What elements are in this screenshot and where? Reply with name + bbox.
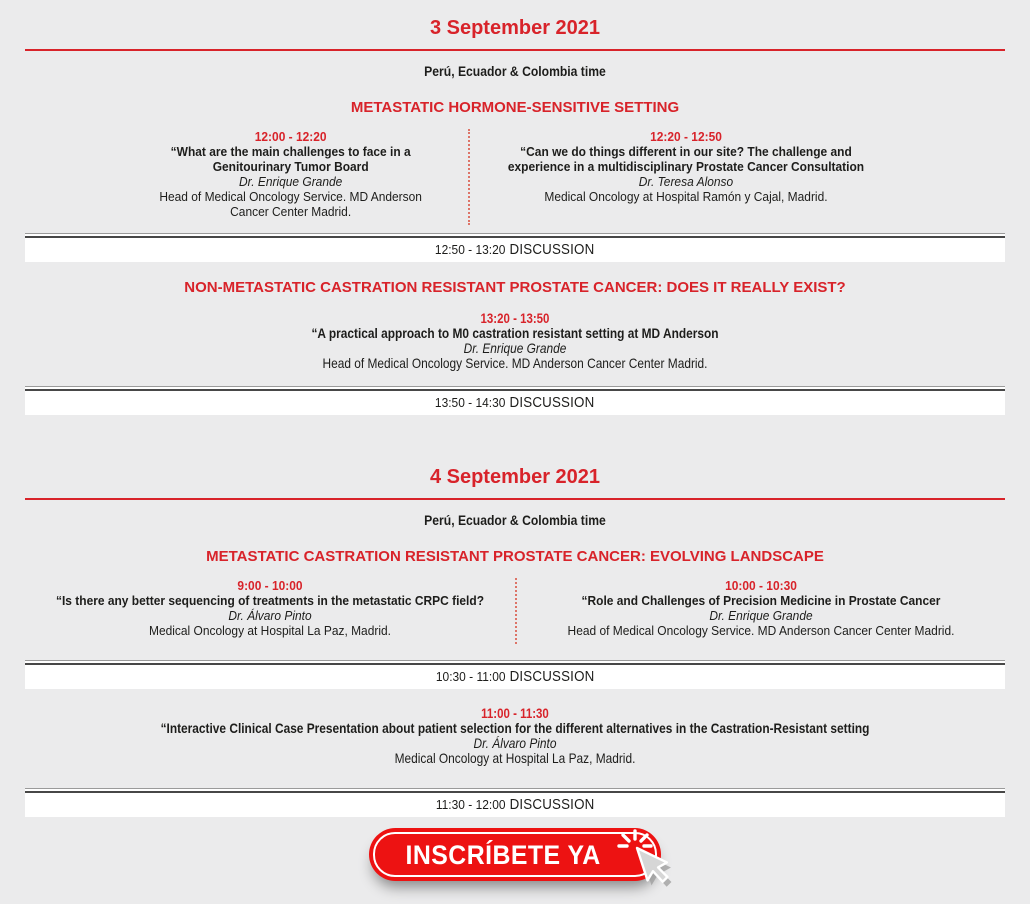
session-time: 12:20 - 12:50 <box>650 129 722 144</box>
day1-session-right <box>470 129 1005 225</box>
day1-session-row <box>25 129 1005 225</box>
talk-affiliation: Medical Oncology at Hospital La Paz, Madrid. <box>394 750 636 766</box>
day1-section2-session <box>99 311 932 371</box>
day1-section2-heading: NON-METASTATIC CASTRATION RESISTANT PROSTATE CANCER: DOES IT REALLY EXIST? <box>184 279 846 296</box>
discussion-band <box>25 233 1005 262</box>
day1-title: 3 September 2021 <box>429 17 601 39</box>
discussion-time: 13:50 - 14:30 <box>435 395 506 410</box>
session-time: 11:00 - 11:30 <box>481 706 549 721</box>
talk-affiliation: Head of Medical Oncology Service. MD Anderson Cancer Center Madrid. <box>567 623 955 638</box>
talk-title: “Can we do things different in our site? The challenge and experience in a multidisciplinary Prostate Cancer Consultation <box>507 144 865 174</box>
day2-title-rule <box>25 498 1005 500</box>
day2-session-row <box>25 578 1005 644</box>
discussion-label: DISCUSSION <box>509 669 595 685</box>
session-time: 10:00 - 10:30 <box>725 578 797 593</box>
discussion-time: 10:30 - 11:00 <box>435 669 506 684</box>
talk-title: “Role and Challenges of Precision Medicine in Prostate Cancer <box>581 593 941 608</box>
discussion-time: 11:30 - 12:00 <box>435 797 506 812</box>
discussion-label: DISCUSSION <box>509 242 595 258</box>
talk-affiliation: Medical Oncology at Hospital Ramón y Cajal, Madrid. <box>544 189 828 204</box>
session-time: 12:00 - 12:20 <box>254 129 327 144</box>
discussion-band <box>25 788 1005 817</box>
discussion-bar <box>25 793 1005 817</box>
talk-speaker: Dr. Álvaro Pinto <box>473 735 557 751</box>
discussion-time: 12:50 - 13:20 <box>435 242 506 257</box>
session-time: 9:00 - 10:00 <box>237 578 303 593</box>
talk-title: “Is there any better sequencing of treatments in the metastatic CRPC field? <box>55 593 485 608</box>
discussion-band <box>25 386 1005 415</box>
day2-session-left <box>25 578 517 644</box>
day1-section1-heading: METASTATIC HORMONE-SENSITIVE SETTING <box>350 99 680 116</box>
agenda-page <box>25 0 1005 881</box>
discussion-bar <box>25 391 1005 415</box>
day1-session-left <box>25 129 470 225</box>
talk-speaker: Dr. Teresa Alonso <box>638 174 734 189</box>
talk-affiliation: Head of Medical Oncology Service. MD Anderson Cancer Center Madrid. <box>159 189 422 219</box>
inscribete-button[interactable] <box>369 828 661 881</box>
talk-affiliation: Head of Medical Oncology Service. MD Anderson Cancer Center Madrid. <box>322 355 708 371</box>
session-time: 13:20 - 13:50 <box>480 311 550 326</box>
talk-title: “What are the main challenges to face in a Genitourinary Tumor Board <box>170 144 411 174</box>
day1-title-rule <box>25 49 1005 51</box>
cta-container <box>25 828 1005 881</box>
talk-affiliation: Medical Oncology at Hospital La Paz, Madrid. <box>149 623 391 638</box>
discussion-label: DISCUSSION <box>509 395 595 411</box>
discussion-band <box>25 660 1005 689</box>
day2-session-right <box>517 578 1005 644</box>
talk-speaker: Dr. Enrique Grande <box>463 340 567 356</box>
discussion-bar <box>25 665 1005 689</box>
day1-timezone: Perú, Ecuador & Colombia time <box>424 64 606 79</box>
talk-speaker: Dr. Enrique Grande <box>239 174 343 189</box>
discussion-label: DISCUSSION <box>509 797 595 813</box>
talk-speaker: Dr. Álvaro Pinto <box>228 608 312 623</box>
day2-title: 4 September 2021 <box>429 466 601 488</box>
inscribete-label: INSCRÍBETE YA <box>405 840 601 870</box>
day2-timezone: Perú, Ecuador & Colombia time <box>424 513 606 528</box>
day2-section1-heading: METASTATIC CASTRATION RESISTANT PROSTATE CANCER: EVOLVING LANDSCAPE <box>206 548 824 565</box>
day2-section2-session <box>99 706 932 766</box>
talk-title: “Interactive Clinical Case Presentation about patient selection for the different alternatives in the Castration-Resistant setting <box>160 720 870 736</box>
talk-title: “A practical approach to M0 castration resistant setting at MD Anderson <box>311 325 719 341</box>
talk-speaker: Dr. Enrique Grande <box>709 608 813 623</box>
discussion-bar <box>25 238 1005 262</box>
